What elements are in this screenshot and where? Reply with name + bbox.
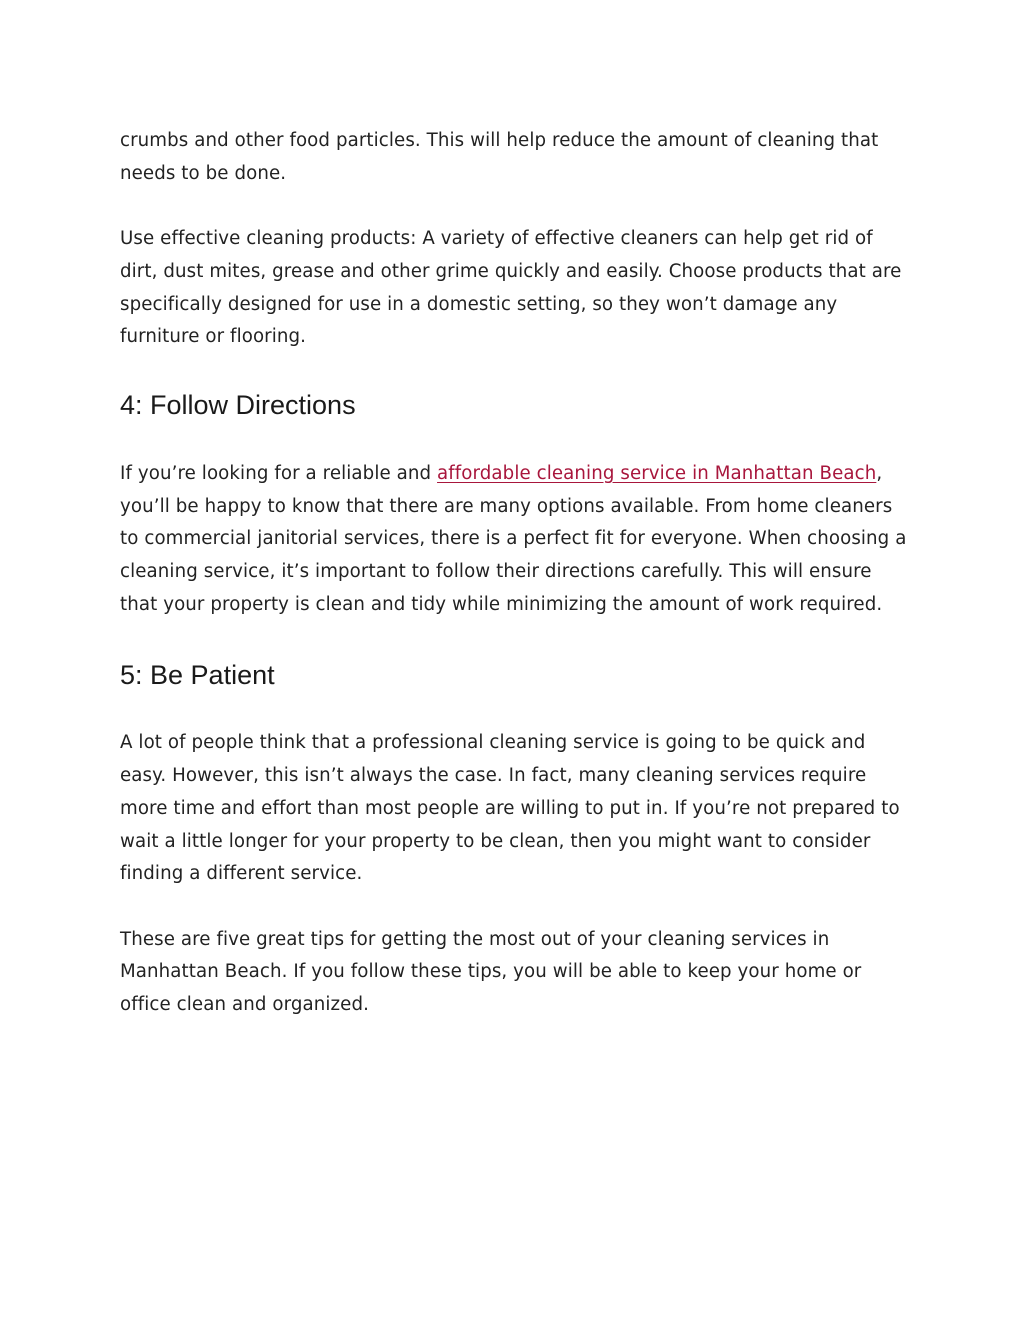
follow-directions-paragraph — [120, 458, 910, 622]
cleaning-products-paragraph: Use effective cleaning products: A variety of effective cleaners can help get rid of dirt, dust mites, grease and other grime quickly and easily. Choose products that are specifically designed for use in a domestic setting, so they won’t damage any furniture or flooring. — [120, 228, 902, 348]
text-before-link: If you’re looking for a reliable and — [120, 462, 438, 484]
conclusion-paragraph: These are five great tips for getting the most out of your cleaning services in Manhattan Beach. If you follow these tips, you will be able to keep your home or office clean and organized. — [120, 928, 862, 1016]
document-page — [120, 125, 910, 1022]
intro-paragraph: crumbs and other food particles. This will help reduce the amount of cleaning that needs to be done. — [120, 130, 879, 184]
section-4-heading: 4: Follow Directions — [120, 389, 356, 420]
section-5-heading: 5: Be Patient — [120, 660, 275, 691]
be-patient-paragraph: A lot of people think that a professional cleaning service is going to be quick and easy. However, this isn’t always the case. In fact, many cleaning services require more time and effort than most people are willing to put in. If you’re not prepared to wait a little longer for your property to be clean, then you might want to consider finding a different service. — [120, 732, 900, 885]
affordable-cleaning-service-link[interactable]: affordable cleaning service in Manhattan Beach — [437, 462, 877, 484]
text-after-link: , you’ll be happy to know that there are many options available. From home cleaners to commercial janitorial services, there is a perfect fit for everyone. When choosing a cleaning service, it’s important to follow their directions carefully. This will ensure that your property is clean and tidy while minimizing the amount of work required. — [120, 462, 907, 615]
